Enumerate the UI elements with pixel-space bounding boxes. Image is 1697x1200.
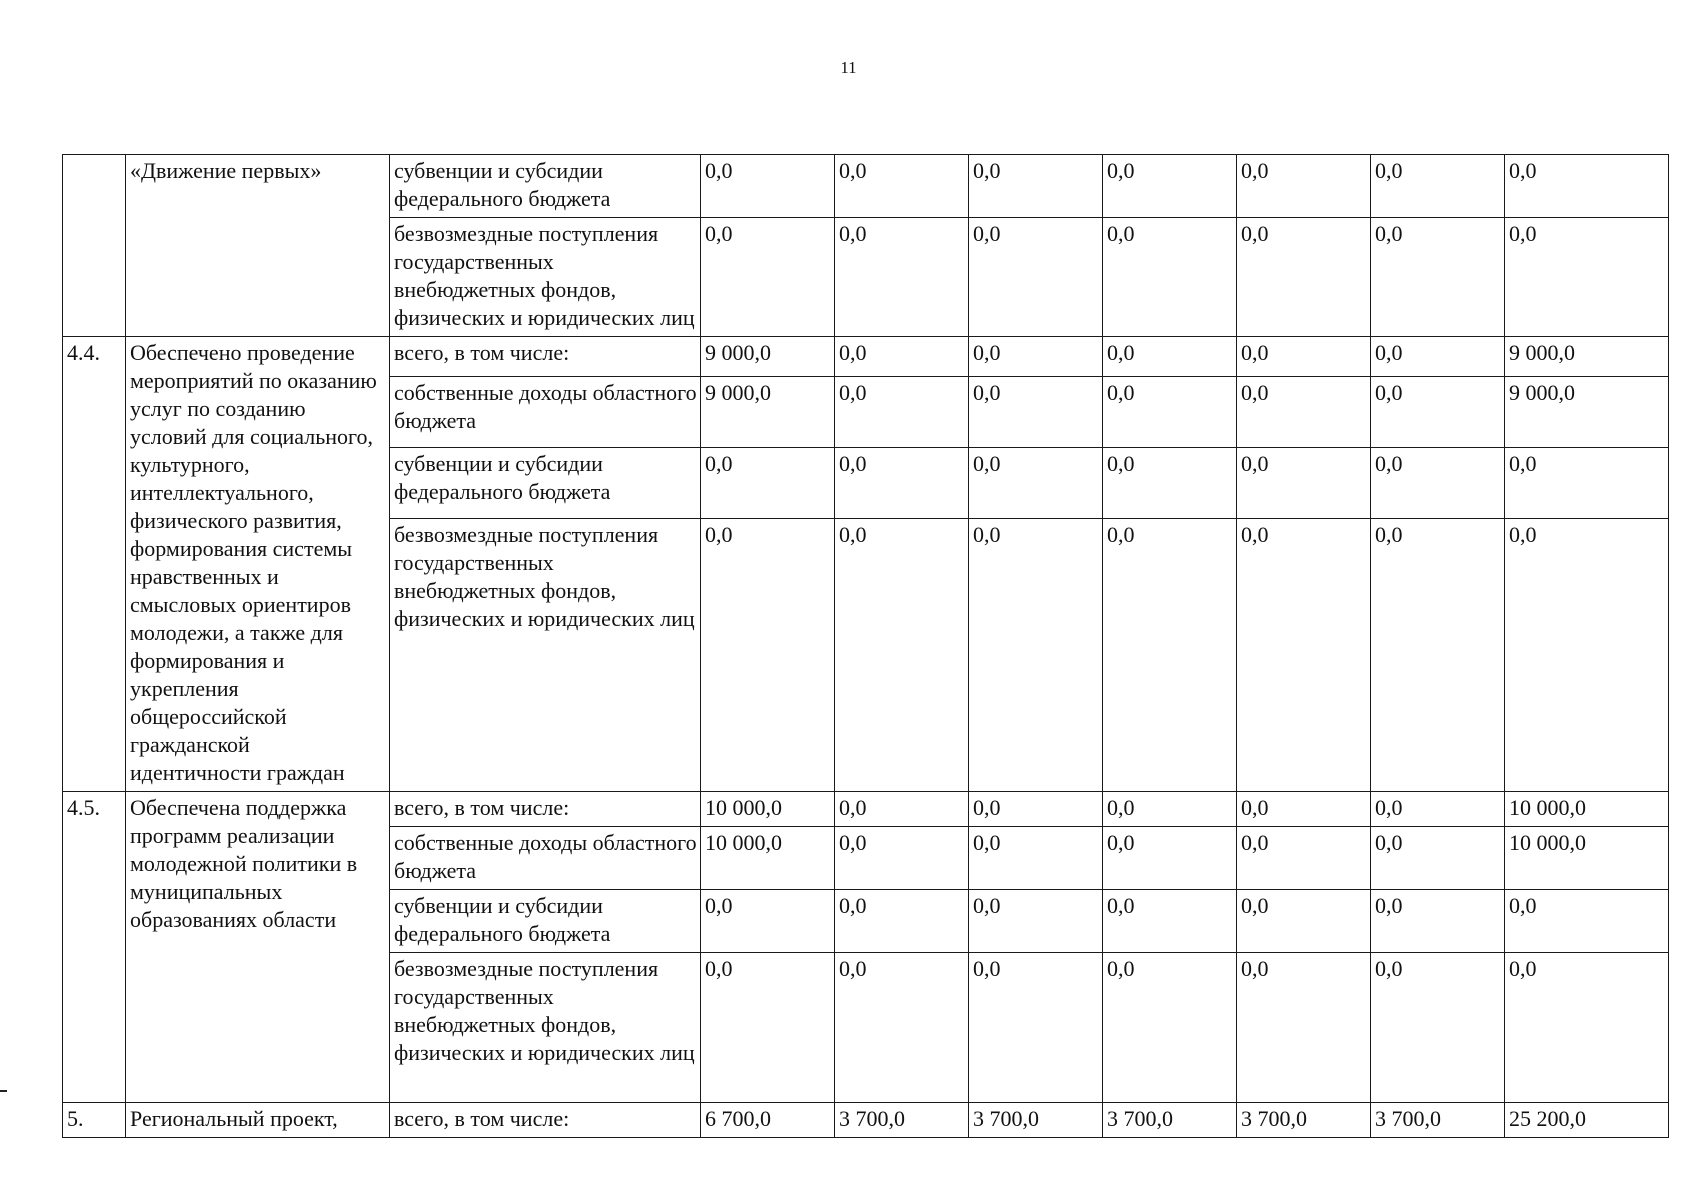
- year-value-cell: 0,0: [1237, 337, 1371, 377]
- funding-source-cell: всего, в том числе:: [390, 337, 701, 377]
- total-value-cell: 0,0: [1505, 953, 1669, 1103]
- page-number: 11: [840, 58, 857, 77]
- year-value-cell: 0,0: [835, 518, 969, 791]
- year-value-cell: 0,0: [1237, 447, 1371, 518]
- year-value-cell: 9 000,0: [701, 337, 835, 377]
- year-value-cell: 0,0: [1371, 518, 1505, 791]
- year-value-cell: 3 700,0: [1371, 1103, 1505, 1138]
- year-value-cell: 0,0: [969, 447, 1103, 518]
- funding-source-cell: собственные доходы областного бюджета: [390, 376, 701, 447]
- year-value-cell: 0,0: [1371, 953, 1505, 1103]
- year-value-cell: 6 700,0: [701, 1103, 835, 1138]
- year-value-cell: 0,0: [1237, 155, 1371, 218]
- year-value-cell: 0,0: [835, 376, 969, 447]
- total-value-cell: 0,0: [1505, 518, 1669, 791]
- total-value-cell: 9 000,0: [1505, 337, 1669, 377]
- total-value-cell: 10 000,0: [1505, 827, 1669, 890]
- year-value-cell: 0,0: [1237, 792, 1371, 827]
- year-value-cell: 0,0: [1237, 890, 1371, 953]
- total-value-cell: 0,0: [1505, 447, 1669, 518]
- year-value-cell: 0,0: [1371, 827, 1505, 890]
- activity-name-cell: Обеспечена поддержка программ реализации молодежной политики в муниципальных образованиях области: [126, 792, 390, 1103]
- year-value-cell: 0,0: [701, 518, 835, 791]
- total-value-cell: 10 000,0: [1505, 792, 1669, 827]
- year-value-cell: 0,0: [1371, 890, 1505, 953]
- year-value-cell: 0,0: [701, 155, 835, 218]
- funding-source-cell: субвенции и субсидии федерального бюджета: [390, 890, 701, 953]
- year-value-cell: 0,0: [1103, 155, 1237, 218]
- year-value-cell: 0,0: [1103, 792, 1237, 827]
- activity-name-cell: Региональный проект,: [126, 1103, 390, 1138]
- year-value-cell: 0,0: [1371, 337, 1505, 377]
- year-value-cell: 3 700,0: [969, 1103, 1103, 1138]
- year-value-cell: 0,0: [969, 218, 1103, 337]
- funding-source-cell: субвенции и субсидии федерального бюджета: [390, 447, 701, 518]
- year-value-cell: 0,0: [1103, 376, 1237, 447]
- year-value-cell: 0,0: [1103, 890, 1237, 953]
- year-value-cell: 0,0: [1371, 447, 1505, 518]
- year-value-cell: 0,0: [1237, 953, 1371, 1103]
- year-value-cell: 0,0: [835, 827, 969, 890]
- year-value-cell: 0,0: [969, 518, 1103, 791]
- year-value-cell: 3 700,0: [835, 1103, 969, 1138]
- year-value-cell: 0,0: [1103, 218, 1237, 337]
- table-row: [63, 155, 1669, 218]
- funding-source-cell: всего, в том числе:: [390, 792, 701, 827]
- year-value-cell: 0,0: [1371, 792, 1505, 827]
- year-value-cell: 0,0: [969, 792, 1103, 827]
- row-number-cell: [63, 155, 126, 337]
- year-value-cell: 0,0: [1103, 518, 1237, 791]
- total-value-cell: 9 000,0: [1505, 376, 1669, 447]
- year-value-cell: 0,0: [1103, 827, 1237, 890]
- row-number-cell: 5.: [63, 1103, 126, 1138]
- year-value-cell: 3 700,0: [1103, 1103, 1237, 1138]
- table-row: [63, 792, 1669, 827]
- year-value-cell: 0,0: [1237, 218, 1371, 337]
- year-value-cell: 10 000,0: [701, 792, 835, 827]
- year-value-cell: 0,0: [701, 218, 835, 337]
- year-value-cell: 0,0: [835, 218, 969, 337]
- year-value-cell: 0,0: [969, 890, 1103, 953]
- year-value-cell: 0,0: [1103, 337, 1237, 377]
- activity-name-cell: «Движение первых»: [126, 155, 390, 337]
- year-value-cell: 0,0: [1371, 155, 1505, 218]
- year-value-cell: 0,0: [1237, 518, 1371, 791]
- year-value-cell: 3 700,0: [1237, 1103, 1371, 1138]
- budget-table: [62, 154, 1669, 1138]
- year-value-cell: 0,0: [1237, 376, 1371, 447]
- row-number-cell: 4.4.: [63, 337, 126, 792]
- total-value-cell: 25 200,0: [1505, 1103, 1669, 1138]
- funding-source-cell: безвозмездные поступления государственных внебюджетных фондов, физических и юридических лиц: [390, 518, 701, 791]
- year-value-cell: 0,0: [1103, 953, 1237, 1103]
- margin-mark: [0, 1090, 7, 1092]
- year-value-cell: 0,0: [835, 447, 969, 518]
- funding-source-cell: безвозмездные поступления государственных внебюджетных фондов, физических и юридических лиц: [390, 218, 701, 337]
- year-value-cell: 0,0: [969, 155, 1103, 218]
- total-value-cell: 0,0: [1505, 155, 1669, 218]
- year-value-cell: 0,0: [835, 792, 969, 827]
- table-row: [63, 1103, 1669, 1138]
- year-value-cell: 0,0: [969, 827, 1103, 890]
- year-value-cell: 0,0: [1237, 827, 1371, 890]
- funding-source-cell: субвенции и субсидии федерального бюджета: [390, 155, 701, 218]
- row-number-cell: 4.5.: [63, 792, 126, 1103]
- table-row: [63, 337, 1669, 377]
- year-value-cell: 0,0: [969, 337, 1103, 377]
- year-value-cell: 0,0: [835, 953, 969, 1103]
- year-value-cell: 0,0: [1371, 376, 1505, 447]
- year-value-cell: 0,0: [1103, 447, 1237, 518]
- total-value-cell: 0,0: [1505, 218, 1669, 337]
- funding-source-cell: всего, в том числе:: [390, 1103, 701, 1138]
- year-value-cell: 0,0: [701, 447, 835, 518]
- year-value-cell: 9 000,0: [701, 376, 835, 447]
- funding-source-cell: собственные доходы областного бюджета: [390, 827, 701, 890]
- activity-name-cell: Обеспечено проведение мероприятий по оказанию услуг по созданию условий для социального, культурного, интеллектуального, физического развития, формирования системы нравственных и смысловых ориентиров молодежи, а также для формирования и укрепления общероссийской гражданской идентичности граждан: [126, 337, 390, 792]
- year-value-cell: 0,0: [1371, 218, 1505, 337]
- year-value-cell: 0,0: [835, 890, 969, 953]
- year-value-cell: 0,0: [701, 953, 835, 1103]
- year-value-cell: 0,0: [969, 376, 1103, 447]
- year-value-cell: 0,0: [701, 890, 835, 953]
- funding-source-cell: безвозмездные поступления государственных внебюджетных фондов, физических и юридических лиц: [390, 953, 701, 1103]
- year-value-cell: 0,0: [969, 953, 1103, 1103]
- year-value-cell: 10 000,0: [701, 827, 835, 890]
- total-value-cell: 0,0: [1505, 890, 1669, 953]
- year-value-cell: 0,0: [835, 337, 969, 377]
- year-value-cell: 0,0: [835, 155, 969, 218]
